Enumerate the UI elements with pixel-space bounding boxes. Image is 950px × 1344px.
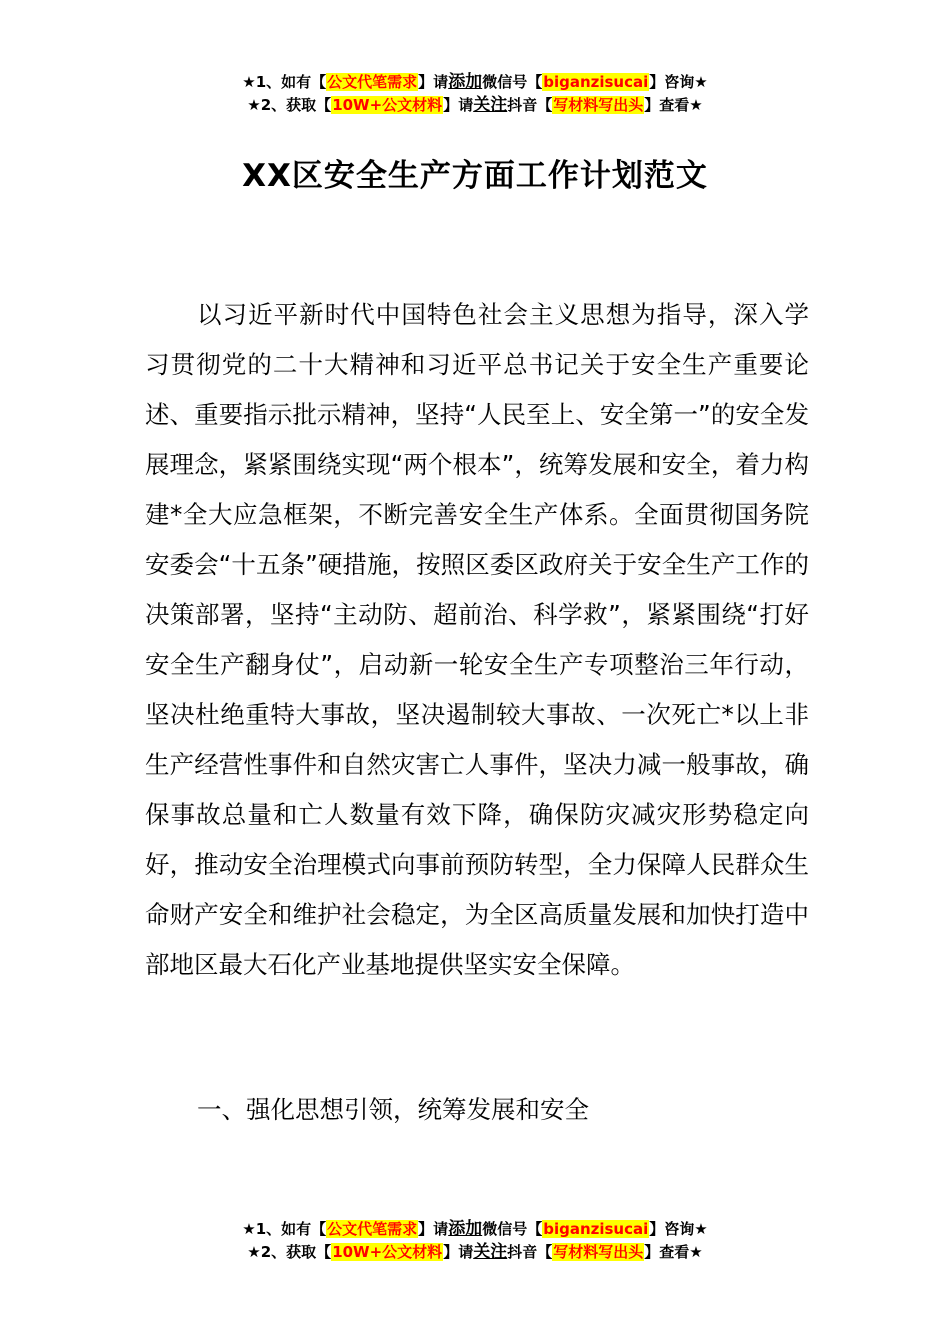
banner-text: 】请: [443, 96, 474, 114]
banner-text: 抖音【: [507, 1243, 553, 1261]
banner-text: ★2、获取【: [247, 1243, 332, 1261]
section-heading: 一、强化思想引领，统筹发展和安全: [197, 1095, 589, 1124]
banner-line-1: [0, 1218, 950, 1241]
highlight-materials: 10W+公文材料: [332, 1243, 443, 1261]
banner-text: 】咨询★: [649, 1220, 708, 1238]
banner-text: ★2、获取【: [247, 96, 332, 114]
banner-line-2: [0, 1241, 950, 1264]
highlight-materials: 10W+公文材料: [332, 96, 443, 114]
highlight-service: 公文代笔需求: [327, 73, 418, 91]
banner-text: 】请: [443, 1243, 474, 1261]
body-paragraph: 以习近平新时代中国特色社会主义思想为指导，深入学习贯彻党的二十大精神和习近平总书记关于安全生产重要论述、重要指示批示精神，坚持“人民至上、安全第一”的安全发展理念，紧紧围绕实现“两个根本”，统筹发展和安全，着力构建*全大应急框架，不断完善安全生产体系。全面贯彻国务院安委会“十五条”硬措施，按照区委区政府关于安全生产工作的决策部署，坚持“主动防、超前治、科学救”，紧紧围绕“打好安全生产翻身仗”，启动新一轮安全生产专项整治三年行动，坚决杜绝重特大事故，坚决遏制较大事故、一次死亡*以上非生产经营性事件和自然灾害亡人事件，坚决力减一般事故，确保事故总量和亡人数量有效下降，确保防灾减灾形势稳定向好，推动安全治理模式向事前预防转型，全力保障人民群众生命财产安全和维护社会稳定，为全区高质量发展和加快打造中部地区最大石化产业基地提供坚实安全保障。: [145, 300, 809, 979]
banner-text: 】咨询★: [649, 73, 708, 91]
highlight-wechat-id: biganzisucai: [543, 1220, 649, 1238]
highlight-douyin-account: 写材料写出头: [553, 1243, 644, 1261]
header-banner: [0, 71, 950, 117]
underlined-add: 添加: [448, 72, 483, 92]
banner-text: 抖音【: [507, 96, 553, 114]
banner-text: 微信号【: [482, 73, 543, 91]
document-title: XX区安全生产方面工作计划范文: [242, 158, 708, 194]
banner-text: 】请: [418, 1220, 449, 1238]
banner-text: ★1、如有【: [242, 1220, 327, 1238]
underlined-add: 添加: [448, 1219, 483, 1239]
banner-text: 微信号【: [482, 1220, 543, 1238]
footer-banner: [0, 1218, 950, 1264]
highlight-douyin-account: 写材料写出头: [553, 96, 644, 114]
highlight-wechat-id: biganzisucai: [543, 73, 649, 91]
banner-line-2: [0, 94, 950, 117]
banner-text: 】请: [418, 73, 449, 91]
banner-text: 】查看★: [644, 96, 703, 114]
banner-line-1: [0, 71, 950, 94]
banner-text: ★1、如有【: [242, 73, 327, 91]
banner-text: 】查看★: [644, 1243, 703, 1261]
highlight-service: 公文代笔需求: [327, 1220, 418, 1238]
underlined-follow: 关注: [473, 1242, 508, 1262]
underlined-follow: 关注: [473, 95, 508, 115]
